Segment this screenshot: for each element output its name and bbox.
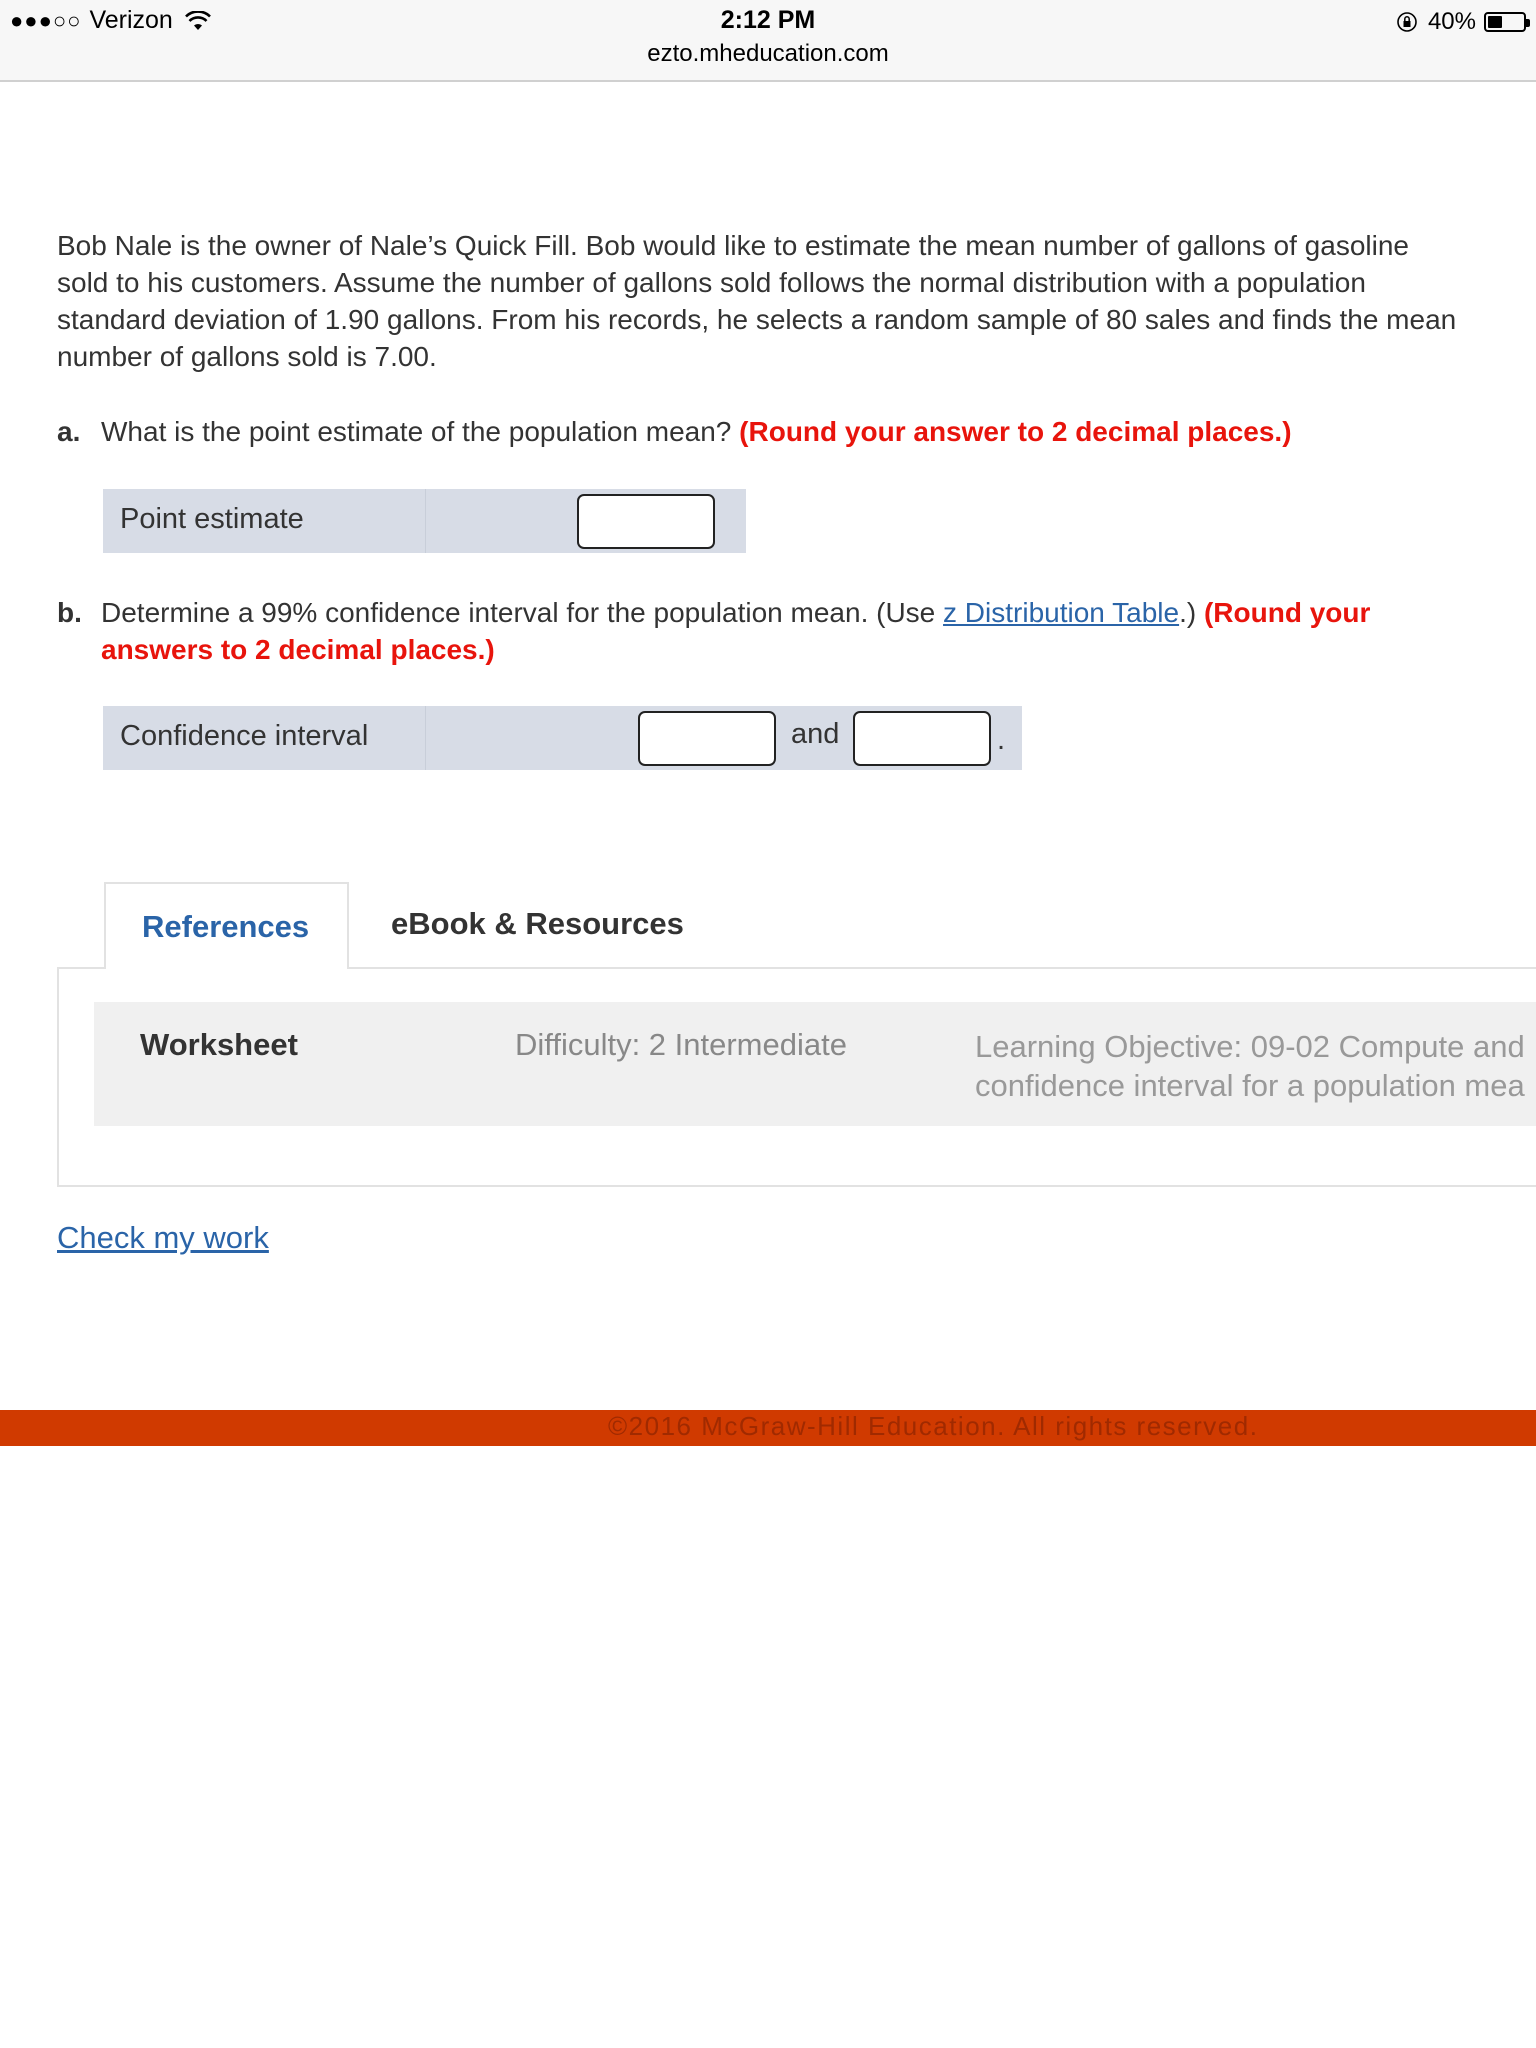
footer-bar xyxy=(0,1410,1536,1446)
check-my-work-link[interactable]: Check my work xyxy=(57,1220,269,1255)
part-a-question: What is the point estimate of the population mean? xyxy=(101,416,732,447)
learning-objective xyxy=(975,1027,1525,1105)
battery-icon xyxy=(1484,12,1526,32)
status-bar xyxy=(0,0,1536,82)
confidence-interval-row xyxy=(103,706,1022,770)
copyright-text: ©2016 McGraw-Hill Education. All rights reserved. xyxy=(608,1411,1259,1441)
point-estimate-row xyxy=(103,489,746,553)
part-b-prompt xyxy=(57,594,1497,668)
tab-references-label: References xyxy=(142,909,310,944)
question-text: Bob Nale is the owner of Nale’s Quick Fill. Bob would like to estimate the mean number of gallons of gasoline sold to his customers. Assume the number of gallons sold follows the normal distribution with a population standard deviation of 1.90 gallons. From his records, he selects a random sample of 80 sales and finds the mean number of gallons sold is 7.00. xyxy=(57,230,1457,372)
carrier-name: Verizon xyxy=(89,6,173,34)
battery-percent: 40% xyxy=(1427,8,1476,35)
rotation-lock-icon xyxy=(1396,11,1418,33)
part-b-instruction-2: answers to 2 decimal places.) xyxy=(101,634,495,665)
tab-ebook-resources[interactable]: eBook & Resources xyxy=(391,906,684,941)
part-a-instruction: (Round your answer to 2 decimal places.) xyxy=(739,416,1292,447)
battery-level-fill xyxy=(1488,16,1502,28)
and-label: and xyxy=(791,718,840,750)
point-estimate-input[interactable] xyxy=(577,494,715,549)
part-b-question-end: .) xyxy=(1179,597,1204,628)
point-estimate-label: Point estimate xyxy=(120,503,304,535)
learning-objective-line-1: Learning Objective: 09-02 Compute and xyxy=(975,1029,1525,1064)
part-b-letter: b. xyxy=(57,597,82,628)
battery-area xyxy=(1396,8,1526,36)
address-bar-url[interactable]: ezto.mheducation.com xyxy=(647,40,889,67)
lower-bound-input[interactable] xyxy=(638,711,776,766)
part-a-prompt xyxy=(57,413,1292,450)
clock: 2:12 PM xyxy=(720,6,816,34)
learning-objective-line-2: confidence interval for a population mea xyxy=(975,1068,1525,1103)
period-mark: . xyxy=(997,724,1006,756)
z-distribution-table-link[interactable]: z Distribution Table xyxy=(943,597,1180,628)
worksheet-label[interactable]: Worksheet xyxy=(140,1027,298,1062)
references-info-box xyxy=(94,1002,1536,1126)
part-a-letter: a. xyxy=(57,416,81,447)
part-b-question: Determine a 99% confidence interval for the population mean. (Use xyxy=(101,597,944,628)
upper-bound-input[interactable] xyxy=(853,711,991,766)
tab-references[interactable] xyxy=(104,882,349,969)
signal-strength-icon: ●●●○○ xyxy=(10,7,82,33)
part-b-instruction-1: (Round your xyxy=(1203,597,1371,628)
confidence-interval-label: Confidence interval xyxy=(120,720,369,752)
difficulty-label: Difficulty: 2 Intermediate xyxy=(515,1027,847,1062)
